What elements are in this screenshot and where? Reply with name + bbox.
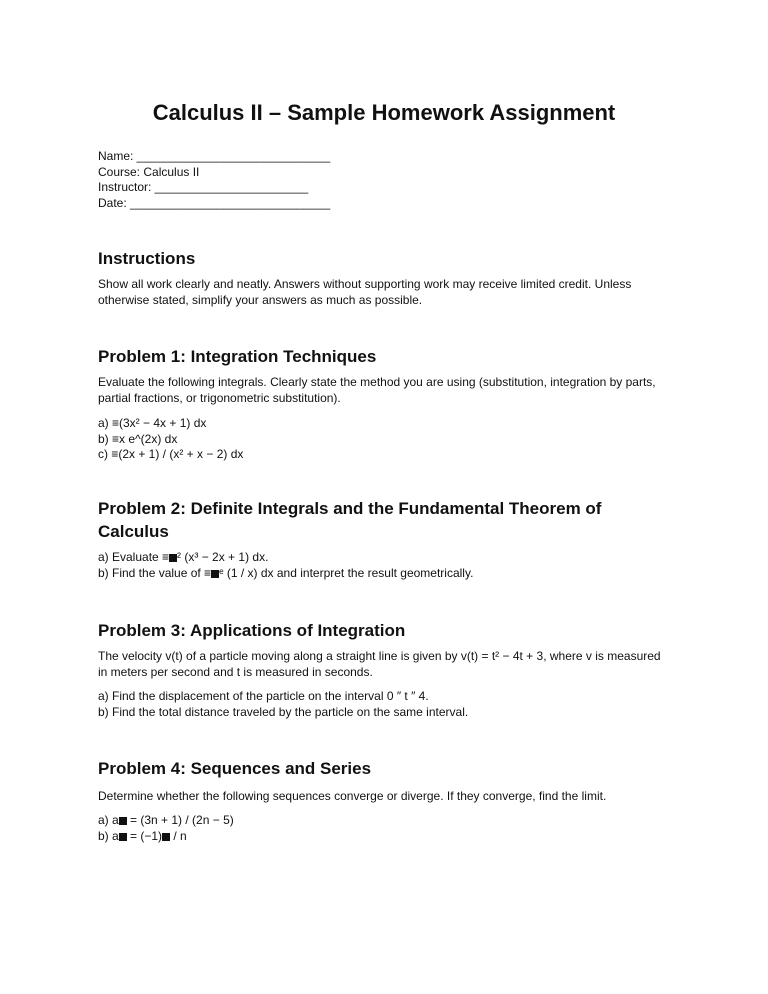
problem-3-item-b: b) Find the total distance traveled by the particle on the same interval. [98, 704, 469, 719]
problem-2-item-b-sup: ᵉ [219, 565, 224, 580]
instructions-heading: Instructions [98, 249, 196, 268]
problem-2-item-b-pre: b) Find the value of ≡ [98, 565, 212, 580]
problem-4-item-b-pre: b) a [98, 828, 119, 843]
course-line: Course: Calculus II [98, 164, 200, 179]
missing-glyph-box [162, 833, 170, 841]
problem-1-text: Evaluate the following integrals. Clearly state the method you are using (substitution, integration by parts, partial fractions, or trigonometric substitution). [98, 375, 656, 405]
problem-1-item-a: a) ≡(3x² − 4x + 1) dx [98, 416, 207, 430]
problem-3-items [98, 689, 468, 720]
problem-3-text: The velocity v(t) of a particle moving along a straight line is given by v(t) = t² − 4t + 3, where v is measured in meters per second and t is measured in seconds. [98, 649, 661, 679]
problem-1-items [98, 416, 243, 463]
problem-1-heading: Problem 1: Integration Techniques [98, 347, 377, 366]
name-line: Name: _____________________________ [98, 149, 331, 163]
problem-4-item-a-pre: a) a [98, 813, 119, 827]
problem-2-item-a [98, 550, 473, 566]
student-info-block [98, 149, 330, 211]
problem-4-text: Determine whether the following sequences converge or diverge. If they converge, find the limit. [98, 789, 607, 803]
problem-1-item-c: c) ≡(2x + 1) / (x² + x − 2) dx [98, 447, 244, 461]
problem-3-item-a: a) Find the displacement of the particle on the interval 0 ″ t ″ 4. [98, 689, 429, 703]
problem-2-heading: Problem 2: Definite Integrals and the Fundamental Theorem of Calculus [98, 499, 602, 541]
problem-3-heading: Problem 3: Applications of Integration [98, 621, 406, 640]
problem-4-item-b-post: / n [170, 828, 187, 843]
problem-2-item-a-sup: ² [177, 550, 182, 564]
instructor-line: Instructor: _______________________ [98, 180, 309, 194]
page-title: Calculus II – Sample Homework Assignment [152, 100, 616, 125]
problem-4-item-b [98, 829, 234, 845]
problem-2-item-a-pre: a) Evaluate ≡ [98, 550, 170, 564]
problem-2-item-a-post: (x³ − 2x + 1) dx. [181, 550, 269, 564]
instructions-text: Show all work clearly and neatly. Answers without supporting work may receive limited credit. Unless otherwise stated, simplify your answers as much as possible. [98, 277, 632, 307]
problem-4-heading: Problem 4: Sequences and Series [98, 759, 372, 778]
problem-4-item-b-mid: = (−1) [126, 828, 163, 843]
missing-glyph-box [119, 817, 127, 825]
problem-4-item-a [98, 813, 234, 829]
problem-4-item-a-post: = (3n + 1) / (2n − 5) [126, 813, 234, 827]
problem-4-items [98, 813, 234, 844]
problem-1-item-b: b) ≡x e^(2x) dx [98, 431, 178, 446]
problem-2-items [98, 550, 473, 581]
missing-glyph-box [119, 833, 127, 841]
date-line: Date: ______________________________ [98, 195, 331, 210]
missing-glyph-box [211, 570, 219, 578]
missing-glyph-box [169, 554, 177, 562]
problem-2-item-b-post: (1 / x) dx and interpret the result geometrically. [223, 565, 474, 580]
problem-2-item-b [98, 566, 473, 582]
